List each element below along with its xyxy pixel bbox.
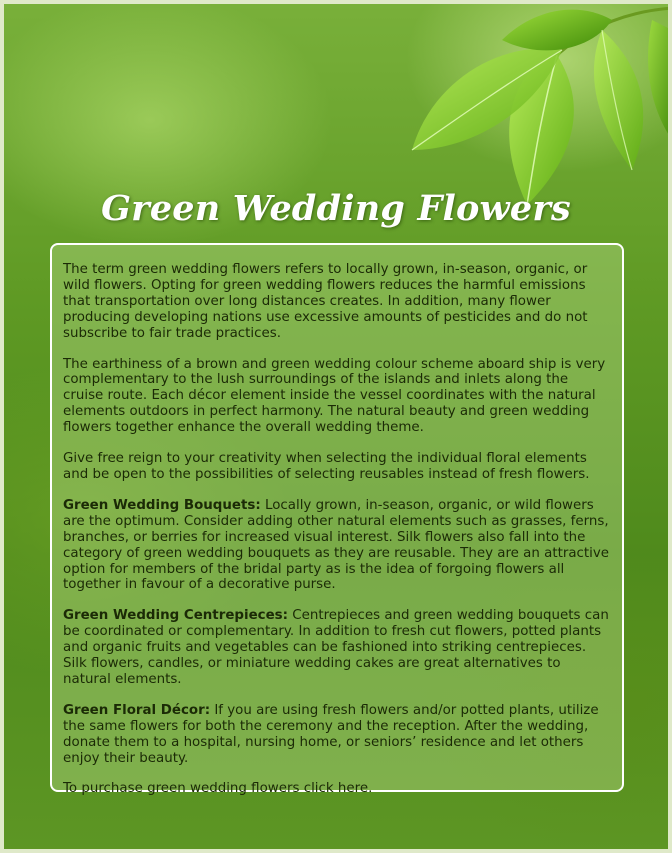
centrepieces-section xyxy=(63,608,612,688)
creativity-paragraph: Give free reign to your creativity when selecting the individual floral elements and be open to the possibilities of selecting reusables instead of fresh flowers. xyxy=(63,451,590,482)
section-heading: Green Floral Décor: xyxy=(63,702,211,718)
bouquets-section xyxy=(63,498,612,593)
colour-scheme-paragraph: The earthiness of a brown and green wedding colour scheme aboard ship is very complementary to the lush surroundings of the islands and inlets along the cruise route. Each décor element inside the vessel coordinates with the natural elements outdoors in perfect harmony. The natural beauty and green wedding flowers together enhance the overall wedding theme. xyxy=(63,356,606,436)
floral-decor-section xyxy=(63,703,612,767)
section-text: If you are using fresh flowers and/or potted plants, utilize the same flowers for both the ceremony and the reception. After the wedding, donate them to a hospital, nursing home, or seniors’ residence and let others enjoy their beauty. xyxy=(63,702,599,766)
closing-paragraph xyxy=(63,781,612,797)
content-panel xyxy=(50,243,624,797)
section-text: Centrepieces and green wedding bouquets can be coordinated or complementary. In addition to fresh cut flowers, potted plants and organic fruits and vegetables can be fashioned into striking centrepieces. Silk flowers, candles, or miniature wedding cakes are great alternatives to natural elements. xyxy=(63,608,609,687)
closing-suffix: . xyxy=(368,781,373,797)
section-heading: Green Wedding Centrepieces: xyxy=(63,608,288,624)
section-text: Locally grown, in-season, organic, or wild flowers are the optimum. Consider adding other natural elements such as grasses, ferns, branches, or berries for increased visual interest. Silk flowers also fall into the category of green wedding bouquets as they are reusable. They are an attractive option for members of the bridal party as is the idea of forgoing flowers all together in favour of a decorative purse. xyxy=(63,497,610,593)
intro-paragraph: The term green wedding flowers refers to locally grown, in-season, organic, or wild flowers. Opting for green wedding flowers reduces the harmful emissions that transportation over long distances creates. In addition, many flower producing developing nations use excessive amounts of pesticides and do not subscribe to fair trade practices. xyxy=(63,262,588,341)
purchase-link[interactable]: click here xyxy=(303,781,369,797)
page-title: Green Wedding Flowers xyxy=(101,188,571,229)
section-heading: Green Wedding Bouquets: xyxy=(63,497,261,513)
closing-prefix: To purchase green wedding flowers xyxy=(63,781,304,797)
